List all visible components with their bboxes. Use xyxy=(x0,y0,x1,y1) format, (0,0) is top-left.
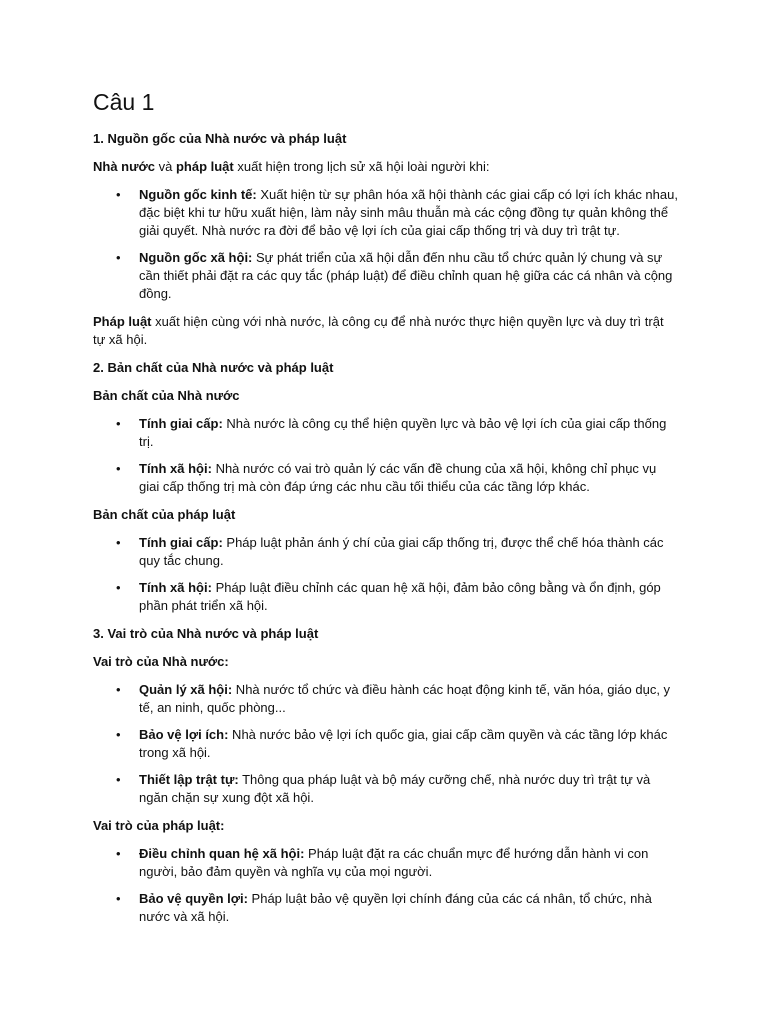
list-item xyxy=(93,186,678,240)
state-nature-list xyxy=(93,415,678,496)
item-term: Tính giai cấp: xyxy=(139,535,223,550)
subheading-state-role: Vai trò của Nhà nước: xyxy=(93,654,229,669)
list-item xyxy=(93,460,678,496)
item-text: Xuất hiện từ sự phân hóa xã hội thành các giai cấp có lợi ích khác nhau, đặc biệt khi tư hữu xuất hiện, làm nảy sinh mâu thuẫn mà các cộng đồng tự quản không thể giải quyết. Nhà nước ra đời để bảo vệ lợi ích của giai cấp thống trị và duy trì trật tự. xyxy=(139,187,678,238)
item-term: Tính xã hội: xyxy=(139,461,212,476)
bullet-icon: • xyxy=(116,727,121,742)
item-term: Điều chỉnh quan hệ xã hội: xyxy=(139,846,305,861)
law-role-list xyxy=(93,845,678,926)
bullet-icon: • xyxy=(116,580,121,595)
origin-list xyxy=(93,186,678,303)
subheading-law-nature: Bản chất của pháp luật xyxy=(93,507,236,522)
bullet-icon: • xyxy=(116,461,121,476)
item-text: Nhà nước bảo vệ lợi ích quốc gia, giai cấp cầm quyền và các tầng lớp khác trong xã hội. xyxy=(139,727,668,760)
bullet-icon: • xyxy=(116,416,121,431)
item-term: Quản lý xã hội: xyxy=(139,682,233,697)
item-text: Sự phát triển của xã hội dẫn đến nhu cầu tổ chức quản lý chung và sự cần thiết phải đặt ra các quy tắc (pháp luật) để điều chỉnh quan hệ giữa các cá nhân và cộng đồng. xyxy=(139,250,673,301)
section-heading-origin: 1. Nguồn gốc của Nhà nước và pháp luật xyxy=(93,131,347,146)
intro-paragraph xyxy=(93,158,678,176)
text-run: xuất hiện trong lịch sử xã hội loài người khi: xyxy=(233,159,490,174)
item-term: Tính giai cấp: xyxy=(139,416,223,431)
item-text: Nhà nước có vai trò quản lý các vấn đề chung của xã hội, không chỉ phục vụ giai cấp thống trị mà còn đáp ứng các nhu cầu tối thiểu của các tầng lớp khác. xyxy=(139,461,657,494)
item-term: Nguồn gốc xã hội: xyxy=(139,250,253,265)
item-term: Thiết lập trật tự: xyxy=(139,772,239,787)
item-text: Thông qua pháp luật và bộ máy cưỡng chế, nhà nước duy trì trật tự và ngăn chặn sự xung đột xã hội. xyxy=(139,772,651,805)
term-law: Pháp luật xyxy=(93,314,152,329)
list-item xyxy=(93,726,678,762)
law-paragraph xyxy=(93,313,678,349)
item-term: Nguồn gốc kinh tế: xyxy=(139,187,257,202)
list-item xyxy=(93,534,678,570)
list-item xyxy=(93,681,678,717)
item-text: Nhà nước tổ chức và điều hành các hoạt động kinh tế, văn hóa, giáo dục, y tế, an ninh, quốc phòng... xyxy=(139,682,671,715)
item-text: Pháp luật đặt ra các chuẩn mực để hướng dẫn hành vi con người, bảo đảm quyền và nghĩa vụ của mọi người. xyxy=(139,846,649,879)
bullet-icon: • xyxy=(116,772,121,787)
section-heading-role: 3. Vai trò của Nhà nước và pháp luật xyxy=(93,626,319,641)
list-item xyxy=(93,249,678,303)
subheading-state-nature: Bản chất của Nhà nước xyxy=(93,388,240,403)
list-item xyxy=(93,579,678,615)
term-law: pháp luật xyxy=(175,159,234,174)
list-item xyxy=(93,890,678,926)
item-term: Tính xã hội: xyxy=(139,580,212,595)
item-text: Pháp luật phản ánh ý chí của giai cấp thống trị, được thể chế hóa thành các quy tắc chung. xyxy=(139,535,664,568)
bullet-icon: • xyxy=(116,187,121,202)
text-run: và xyxy=(155,159,176,174)
item-text: Pháp luật điều chỉnh các quan hệ xã hội, đảm bảo công bằng và ổn định, góp phần phát triển xã hội. xyxy=(139,580,661,613)
bullet-icon: • xyxy=(116,535,121,550)
subheading-law-role: Vai trò của pháp luật: xyxy=(93,818,225,833)
section-heading-nature: 2. Bản chất của Nhà nước và pháp luật xyxy=(93,360,334,375)
item-term: Bảo vệ lợi ích: xyxy=(139,727,229,742)
bullet-icon: • xyxy=(116,682,121,697)
list-item xyxy=(93,771,678,807)
item-text: Nhà nước là công cụ thể hiện quyền lực và bảo vệ lợi ích của giai cấp thống trị. xyxy=(139,416,667,449)
bullet-icon: • xyxy=(116,250,121,265)
item-text: Pháp luật bảo vệ quyền lợi chính đáng của các cá nhân, tổ chức, nhà nước và xã hội. xyxy=(139,891,652,924)
text-run: xuất hiện cùng với nhà nước, là công cụ để nhà nước thực hiện quyền lực và duy trì trật tự xã hội. xyxy=(93,314,664,347)
list-item xyxy=(93,845,678,881)
bullet-icon: • xyxy=(116,846,121,861)
state-role-list xyxy=(93,681,678,807)
law-nature-list xyxy=(93,534,678,615)
bullet-icon: • xyxy=(116,891,121,906)
page-title: Câu 1 xyxy=(93,89,155,115)
item-term: Bảo vệ quyền lợi: xyxy=(139,891,248,906)
list-item xyxy=(93,415,678,451)
term-state: Nhà nước xyxy=(93,159,155,174)
